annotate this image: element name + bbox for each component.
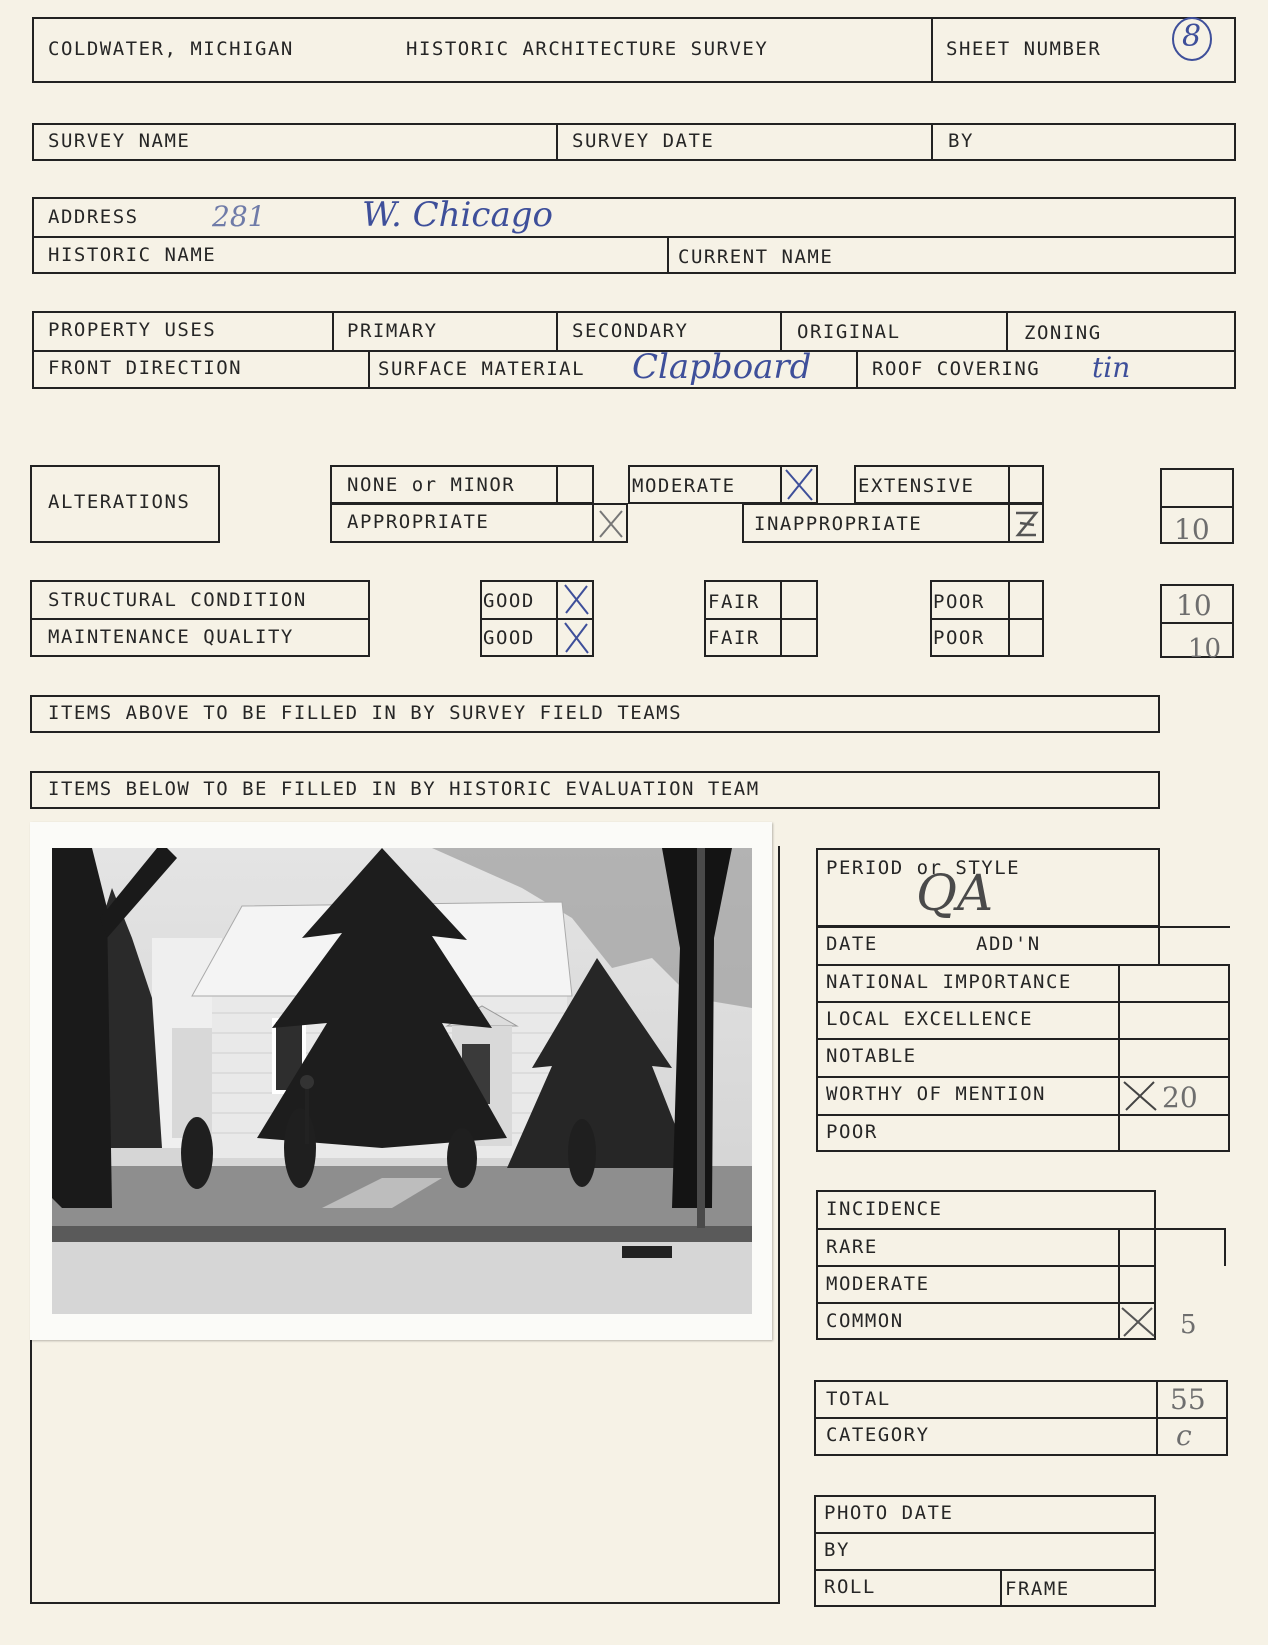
address-number: 281 xyxy=(212,200,266,233)
structural-condition-label: STRUCTURAL CONDITION xyxy=(48,589,307,611)
period-style-value: QA xyxy=(916,864,994,922)
sheet-number-value: 8 xyxy=(1182,19,1202,54)
maintenance-poor-label: POOR xyxy=(933,627,985,649)
structural-good-check-icon xyxy=(560,582,592,616)
evaluation-poor-label: POOR xyxy=(826,1121,878,1143)
date-label: DATE xyxy=(826,933,878,955)
notable-label: NOTABLE xyxy=(826,1045,917,1067)
city-label: COLDWATER, MICHIGAN xyxy=(48,38,294,60)
category-label: CATEGORY xyxy=(826,1424,930,1446)
moderate-check-icon xyxy=(782,466,816,502)
structural-score: 10 xyxy=(1176,589,1212,622)
secondary-label: SECONDARY xyxy=(572,320,689,342)
survey-by-label: BY xyxy=(948,130,974,152)
rare-label: RARE xyxy=(826,1236,878,1258)
national-importance-label: NATIONAL IMPORTANCE xyxy=(826,971,1072,993)
common-label: COMMON xyxy=(826,1310,904,1332)
zoning-label: ZONING xyxy=(1024,322,1102,344)
maintenance-fair-label: FAIR xyxy=(708,627,760,649)
total-label: TOTAL xyxy=(826,1388,891,1410)
photo-mount xyxy=(30,822,772,1340)
worthy-score: 20 xyxy=(1162,1081,1198,1114)
incidence-moderate-label: MODERATE xyxy=(826,1273,930,1295)
survey-date-label: SURVEY DATE xyxy=(572,130,715,152)
roll-label: ROLL xyxy=(824,1576,876,1598)
roof-covering-label: ROOF COVERING xyxy=(872,358,1041,380)
none-minor-label: NONE or MINOR xyxy=(347,474,516,496)
structural-poor-label: POOR xyxy=(933,591,985,613)
address-label: ADDRESS xyxy=(48,206,139,228)
original-label: ORIGINAL xyxy=(797,321,901,343)
notes-below: ITEMS BELOW TO BE FILLED IN BY HISTORIC EVALUATION TEAM xyxy=(48,778,760,800)
frame-label: FRAME xyxy=(1005,1578,1070,1600)
inappropriate-label: INAPPROPRIATE xyxy=(754,513,923,535)
current-name-label: CURRENT NAME xyxy=(678,246,834,268)
property-uses-label: PROPERTY USES xyxy=(48,319,217,341)
maintenance-score: 10 xyxy=(1188,634,1222,664)
surface-material-value: Clapboard xyxy=(632,347,812,387)
common-check-icon xyxy=(1118,1304,1158,1340)
total-value: 55 xyxy=(1170,1383,1206,1416)
photo-by-label: BY xyxy=(824,1539,850,1561)
common-score: 5 xyxy=(1180,1310,1197,1340)
moderate-label: MODERATE xyxy=(632,475,736,497)
maintenance-good-label: GOOD xyxy=(483,627,535,649)
form-title: HISTORIC ARCHITECTURE SURVEY xyxy=(406,38,769,60)
photo-date-label: PHOTO DATE xyxy=(824,1502,954,1524)
survey-name-label: SURVEY NAME xyxy=(48,130,191,152)
address-street: W. Chicago xyxy=(362,195,553,235)
surface-material-label: SURFACE MATERIAL xyxy=(378,358,586,380)
period-style-label: PERIOD or STYLE xyxy=(826,857,1021,879)
appropriate-check-icon xyxy=(596,507,626,541)
notes-above: ITEMS ABOVE TO BE FILLED IN BY SURVEY FIELD TEAMS xyxy=(48,702,683,724)
inappropriate-scribble-icon xyxy=(1010,507,1042,541)
historic-name-label: HISTORIC NAME xyxy=(48,244,217,266)
roof-covering-value: tin xyxy=(1092,351,1131,384)
primary-label: PRIMARY xyxy=(347,320,438,342)
incidence-label: INCIDENCE xyxy=(826,1198,943,1220)
alterations-score: 10 xyxy=(1174,513,1210,546)
addn-label: ADD'N xyxy=(976,933,1041,955)
appropriate-label: APPROPRIATE xyxy=(347,511,490,533)
maintenance-good-check-icon xyxy=(560,620,592,656)
house-photo xyxy=(52,848,752,1314)
structural-fair-label: FAIR xyxy=(708,591,760,613)
front-direction-label: FRONT DIRECTION xyxy=(48,357,243,379)
category-value: c xyxy=(1176,1419,1192,1452)
extensive-label: EXTENSIVE xyxy=(858,475,975,497)
local-excellence-label: LOCAL EXCELLENCE xyxy=(826,1008,1034,1030)
worthy-of-mention-label: WORTHY OF MENTION xyxy=(826,1083,1046,1105)
structural-good-label: GOOD xyxy=(483,590,535,612)
worthy-check-icon xyxy=(1120,1078,1160,1114)
sheet-number-label: SHEET NUMBER xyxy=(946,38,1102,60)
alterations-label: ALTERATIONS xyxy=(48,491,191,513)
maintenance-quality-label: MAINTENANCE QUALITY xyxy=(48,626,294,648)
